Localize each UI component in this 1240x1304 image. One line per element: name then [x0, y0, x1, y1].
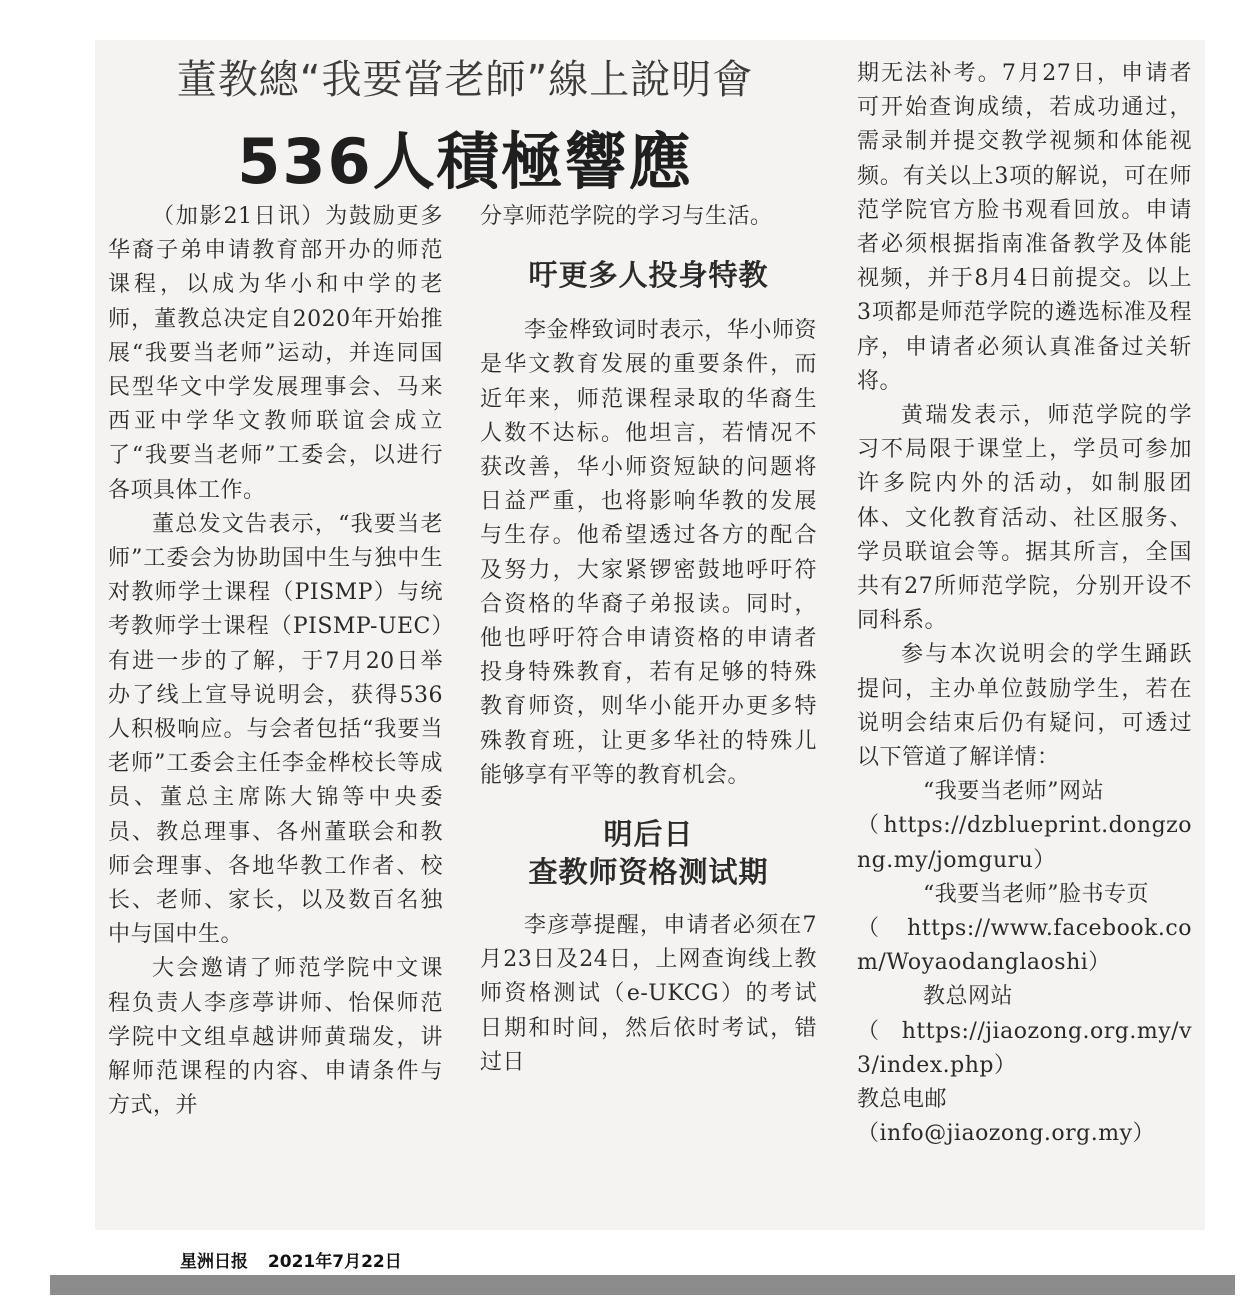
subheading-qualification-test: [480, 815, 817, 891]
link-label: “我要当老师”网站: [923, 779, 1104, 805]
link-url[interactable]: （https://jiaozong.org.my/v3/index.php）: [857, 1018, 1192, 1078]
subheading-line: 查教师资格测试期: [528, 855, 769, 890]
article-headline: 536人積極響應: [237, 125, 693, 198]
subheading-line: 明后日: [603, 817, 694, 852]
article-column-3: [857, 57, 1192, 1152]
link-url[interactable]: （info@jiaozong.org.my）: [857, 1121, 1156, 1147]
paragraph: 李彦葶提醒，申请者必须在7月23日及24日，上网查询线上教师资格测试（e-UKCG）的考试日期和时间，然后依时考试，错过日: [480, 913, 817, 1075]
link-label: 教总电邮: [857, 1087, 948, 1113]
link-label: “我要当老师”脸书专页: [923, 881, 1149, 907]
source-paper: 星洲日报: [180, 1252, 248, 1272]
paragraph: 黄瑞发表示，师范学院的学习不局限于课堂上，学员可参加许多院内外的活动，如制服团体、文化教育活动、社区服务、学员联谊会等。据其所言，全国共有27所师范学院，分别开设不同科系。: [857, 403, 1192, 634]
subheading-special-education: 吁更多人投身特教: [528, 258, 769, 293]
article-column-2: [480, 200, 817, 1080]
source-date: 2021年7月22日: [267, 1252, 402, 1272]
source-caption: [180, 1247, 416, 1272]
paragraph: 大会邀请了师范学院中文课程负责人李彦葶讲师、怡保师范学院中文组卓越讲师黄瑞发，讲解师范课程的内容、申请条件与方式，并: [108, 956, 443, 1119]
link-url[interactable]: （https://dzblueprint.dongzong.my/jomguru）: [857, 813, 1192, 873]
article-kicker: 董教總“我要當老師”線上說明會: [176, 57, 754, 103]
link-label: 教总网站: [923, 984, 1014, 1010]
footer-bar: [50, 1275, 1235, 1295]
article-column-1: [108, 200, 443, 1123]
paragraph: 董总发文告表示，“我要当老师”工委会为协助国中生与独中生对教师学士课程（PISMP）与统考教师学士课程（PISMP-UEC）有进一步的了解，于7月20日举办了线上宣导说明会，获得536人积极响应。与会者包括“我要当老师”工委会主任李金桦校长等成员、董总主席陈大锦等中央委员、教总理事、各州董联会和教师会理事、各地华教工作者、校长、老师、家长，以及数百名独中与国中生。: [108, 511, 443, 948]
paragraph: 分享师范学院的学习与生活。: [480, 204, 773, 229]
paragraph: 参与本次说明会的学生踊跃提问，主办单位鼓励学生，若在说明会结束后仍有疑问，可透过以下管道了解详情：: [857, 642, 1192, 771]
paragraph: 期无法补考。7月27日，申请者可开始查询成绩，若成功通过，需录制并提交教学视频和体能视频。有关以上3项的解说，可在师范学院官方脸书观看回放。申请者必须根据指南准备教学及体能视频，并于8月4日前提交。以上3项都是师范学院的遴选标准及程序，申请者必须认真准备过关斩将。: [857, 61, 1192, 394]
paragraph: （加影21日讯）为鼓励更多华裔子弟申请教育部开办的师范课程，以成为华小和中学的老师，董教总决定自2020年开始推展“我要当老师”运动，并连同国民型华文中学发展理事会、马来西亚中学华文教师联谊会成立了“我要当老师”工委会，以进行各项具体工作。: [108, 204, 443, 503]
link-url[interactable]: （https://www.facebook.com/Woyaodanglaoshi）: [857, 916, 1192, 976]
paragraph: 李金桦致词时表示，华小师资是华文教育发展的重要条件，而近年来，师范课程录取的华裔生人数不达标。他坦言，若情况不获改善，华小师资短缺的问题将日益严重，也将影响华教的发展与生存。他希望透过各方的配合及努力，大家紧锣密鼓地呼吁符合资格的华裔子弟报读。同时，他也呼吁符合申请资格的申请者投身特殊教育，若有足够的特殊教育师资，则华小能开办更多特殊教育班，让更多华社的特殊儿能够享有平等的教育机会。: [480, 318, 817, 788]
